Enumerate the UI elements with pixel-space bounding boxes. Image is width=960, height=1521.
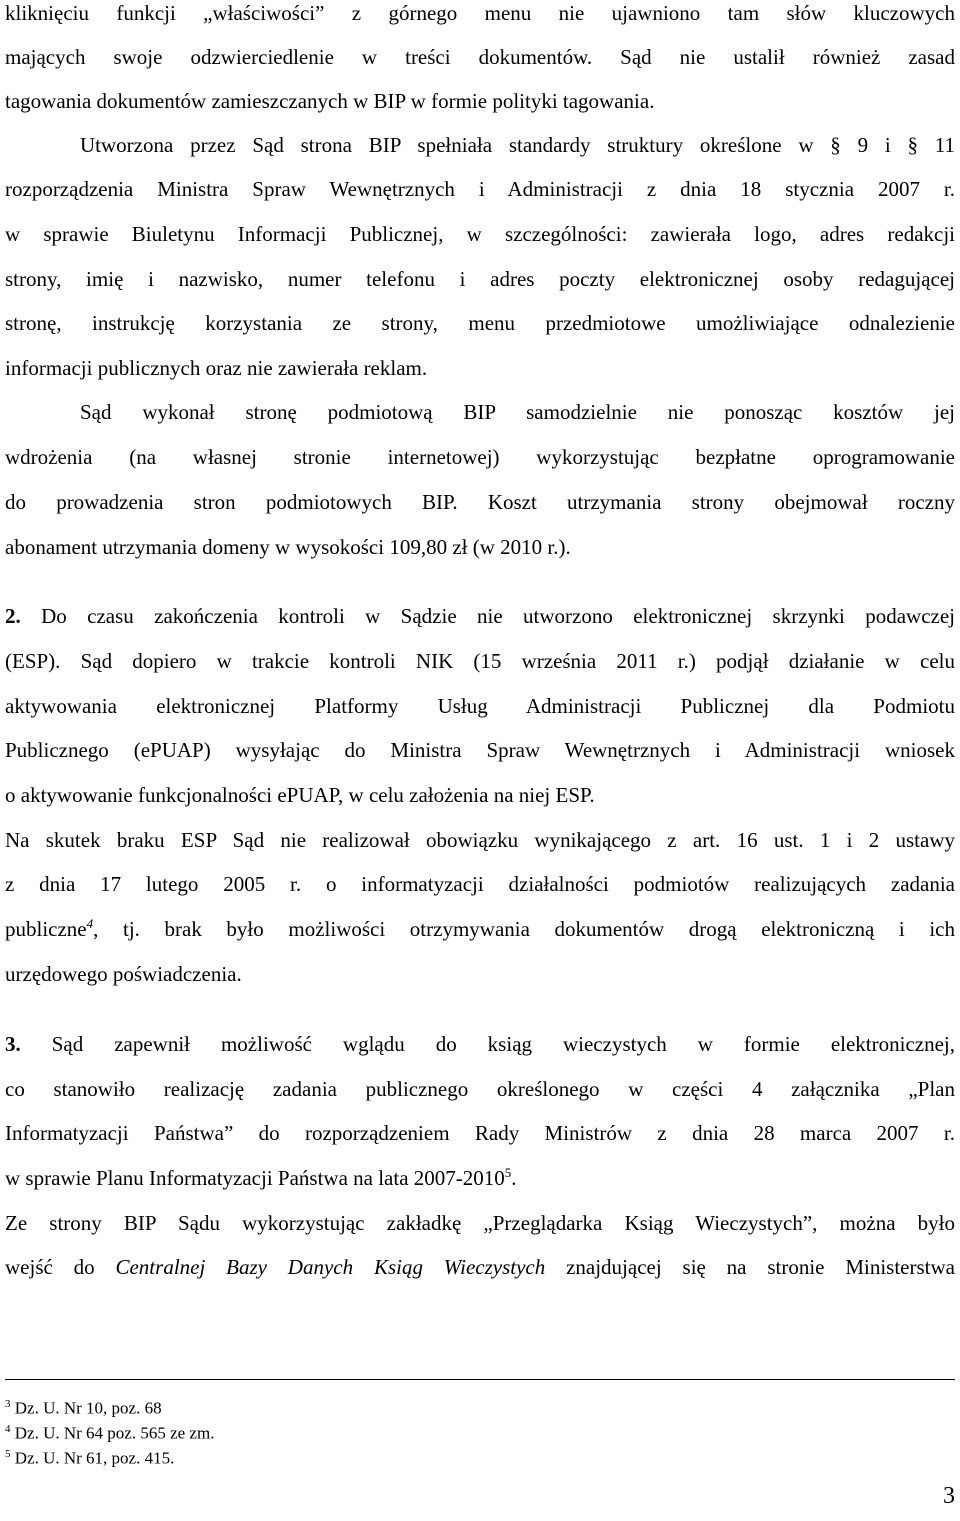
body-text-line: strony, imię i nazwisko, numer telefonu i adres poczty elektronicznej osoby redagującej	[5, 267, 955, 291]
body-text-line: abonament utrzymania domeny w wysokości 109,80 zł (w 2010 r.).	[5, 535, 571, 559]
body-text-line: aktywowania elektronicznej Platformy Usług Administracji Publicznej dla Podmiotu	[5, 694, 955, 718]
body-text-line: do prowadzenia stron podmiotowych BIP. Koszt utrzymania strony obejmował roczny	[5, 490, 955, 514]
section-3-first-line	[5, 1031, 955, 1057]
body-text: Sąd zapewnił możliwość wglądu do ksiąg wieczystych w formie elektronicznej,	[51, 1032, 956, 1056]
body-text-line: kliknięciu funkcji „właściwości” z górnego menu nie ujawniono tam słów kluczowych	[5, 1, 955, 25]
body-text-line-with-footnote	[5, 916, 955, 942]
section-number: 3.	[5, 1032, 21, 1056]
section-2-first-line	[5, 603, 955, 629]
body-text-line: stronę, instrukcję korzystania ze strony, menu przedmiotowe umożliwiające odnalezienie	[5, 311, 955, 335]
body-text-line: co stanowiło realizację zadania publicznego określonego w części 4 załącznika „Plan	[5, 1077, 955, 1101]
body-text-line: Publicznego (ePUAP) wysyłając do Ministra Spraw Wewnętrznych i Administracji wniosek	[5, 738, 955, 762]
body-text-line: (ESP). Sąd dopiero w trakcie kontroli NIK (15 września 2011 r.) podjął działanie w celu	[5, 649, 955, 673]
page-number: 3	[943, 1483, 955, 1509]
footnote-number: 5	[5, 1448, 11, 1460]
body-text-line	[5, 1254, 955, 1280]
body-text-line-with-footnote	[5, 1165, 955, 1191]
body-text-line: informacji publicznych oraz nie zawierała reklam.	[5, 356, 428, 380]
body-text: Do czasu zakończenia kontroli w Sądzie nie utworzono elektronicznej skrzynki podawczej	[41, 604, 955, 628]
section-number: 2.	[5, 604, 21, 628]
body-text-line: Informatyzacji Państwa” do rozporządzeniem Rady Ministrów z dnia 28 marca 2007 r.	[5, 1121, 955, 1145]
body-text-line: o aktywowanie funkcjonalności ePUAP, w celu założenia na niej ESP.	[5, 783, 595, 807]
body-text-line: rozporządzenia Ministra Spraw Wewnętrznych i Administracji z dnia 18 stycznia 2007 r.	[5, 177, 955, 201]
footnote	[5, 1418, 214, 1445]
body-text-line: Na skutek braku ESP Sąd nie realizował obowiązku wynikającego z art. 16 ust. 1 i 2 ustawy	[5, 828, 955, 852]
footnote	[5, 1443, 174, 1470]
footnote-reference[interactable]: 5	[504, 1165, 512, 1180]
body-text-line: tagowania dokumentów zamieszczanych w BIP w formie polityki tagowania.	[5, 89, 655, 113]
body-text-line: urzędowego poświadczenia.	[5, 962, 242, 986]
footnote-text: Dz. U. Nr 61, poz. 415.	[10, 1448, 175, 1468]
footnote	[5, 1393, 162, 1420]
footnote-text: Dz. U. Nr 64 poz. 565 ze zm.	[10, 1423, 215, 1443]
body-text: , tj. brak było możliwości otrzymywania dokumentów drogą elektroniczną i ich	[93, 917, 955, 941]
body-text: publiczne	[5, 917, 87, 941]
body-text-line: z dnia 17 lutego 2005 r. o informatyzacji działalności podmiotów realizujących zadania	[5, 872, 955, 896]
footnote-text: Dz. U. Nr 10, poz. 68	[10, 1398, 162, 1418]
footnote-reference[interactable]: 4	[86, 916, 94, 931]
database-name: Centralnej Bazy Danych Ksiąg Wieczystych	[115, 1255, 546, 1279]
body-text-line: wdrożenia (na własnej stronie internetowej) wykorzystując bezpłatne oprogramowanie	[5, 445, 955, 469]
body-text-line: w sprawie Biuletynu Informacji Publicznej, w szczególności: zawierała logo, adres redakcji	[5, 222, 955, 246]
footnote-number: 3	[5, 1398, 11, 1410]
body-text-line: Utworzona przez Sąd strona BIP spełniała standardy struktury określone w § 9 i § 11	[80, 133, 955, 157]
footnote-separator	[5, 1379, 955, 1380]
footnote-number: 4	[5, 1423, 11, 1435]
body-text: wejść do	[5, 1255, 116, 1279]
body-text: .	[511, 1166, 517, 1190]
body-text: w sprawie Planu Informatyzacji Państwa na lata 2007-2010	[5, 1166, 505, 1190]
body-text-line: mających swoje odzwierciedlenie w treści dokumentów. Sąd nie ustalił również zasad	[5, 45, 955, 69]
body-text: znajdującej się na stronie Ministerstwa	[545, 1255, 955, 1279]
body-text-line: Sąd wykonał stronę podmiotową BIP samodzielnie nie ponosząc kosztów jej	[80, 400, 955, 424]
body-text-line: Ze strony BIP Sądu wykorzystując zakładkę „Przeglądarka Ksiąg Wieczystych”, można było	[5, 1211, 955, 1235]
